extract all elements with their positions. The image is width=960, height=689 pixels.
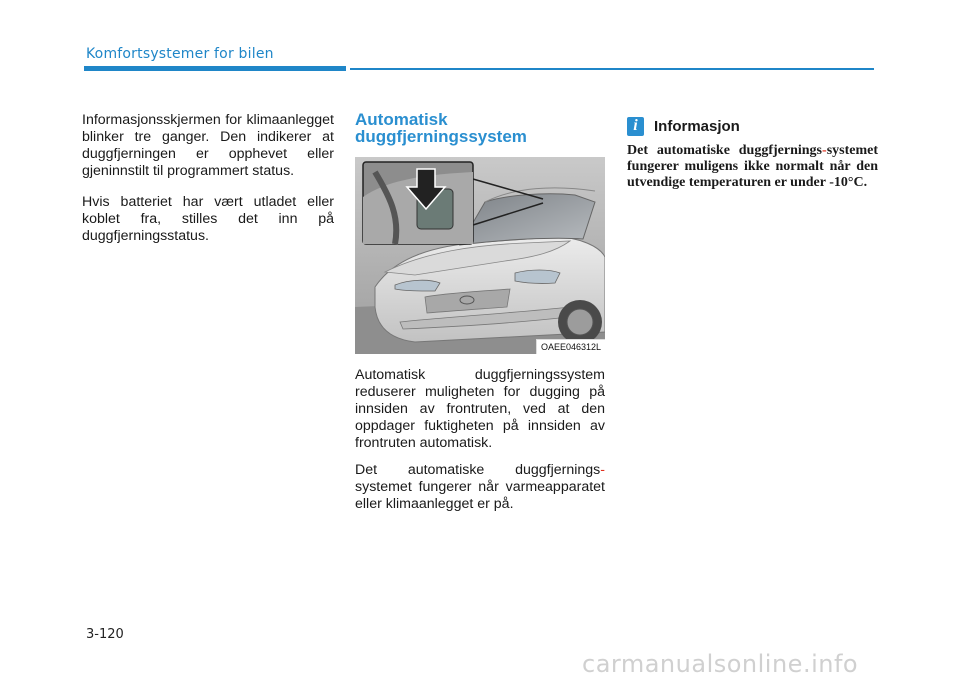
section-header-title: Komfortsystemer for bilen xyxy=(86,46,274,62)
paragraph-system-operation xyxy=(355,462,605,513)
paragraph-display-blink: Informasjonsskjermen for klimaanlegget blinker tre ganger. Den indikerer at duggfjerningen er opphevet eller gjeninnstilt til programmert status. xyxy=(82,112,334,179)
info-title: Informasjon xyxy=(654,117,740,135)
heading-line-2: duggfjerningssystem xyxy=(355,127,527,146)
info-text-2: systemet fungerer muligens ikke normalt når den utvendige temperaturen er under -10°C. xyxy=(627,143,878,190)
column-1 xyxy=(82,112,334,259)
header-rule-thin xyxy=(350,68,874,70)
info-text-1: Det automatiske duggfjernings xyxy=(627,143,823,158)
paragraph-auto-defog: Automatisk duggfjerningssystem reduserer muligheten for dugging på innsiden av frontruten, ved at den oppdager fuktigheten på innsiden av frontruten automatisk. xyxy=(355,367,605,451)
para2-text-1: Det automatiske duggfjernings xyxy=(355,462,601,478)
info-text xyxy=(627,143,878,191)
para2-text-2: systemet fungerer når varmeapparatet eller klimaanlegget er på. xyxy=(355,479,605,512)
section-body xyxy=(355,367,605,513)
paragraph-battery: Hvis batteriet har vært utladet eller koblet fra, stilles det inn på duggfjerningsstatus. xyxy=(82,194,334,244)
hyphen-mark: - xyxy=(600,462,605,478)
info-box xyxy=(627,115,878,191)
header-rule-thick xyxy=(84,66,346,71)
heading-line-1: Automatisk xyxy=(355,110,448,129)
watermark: carmanualsonline.info xyxy=(582,650,859,678)
car-illustration xyxy=(355,157,605,354)
info-hyphen-mark: - xyxy=(822,143,827,158)
page-number: 3-120 xyxy=(86,627,124,642)
info-icon: i xyxy=(627,117,644,136)
column-2 xyxy=(355,111,605,523)
section-heading xyxy=(355,111,605,145)
car-drawing xyxy=(355,157,605,354)
figure-label: OAEE046312L xyxy=(536,339,605,354)
info-header xyxy=(627,115,878,137)
